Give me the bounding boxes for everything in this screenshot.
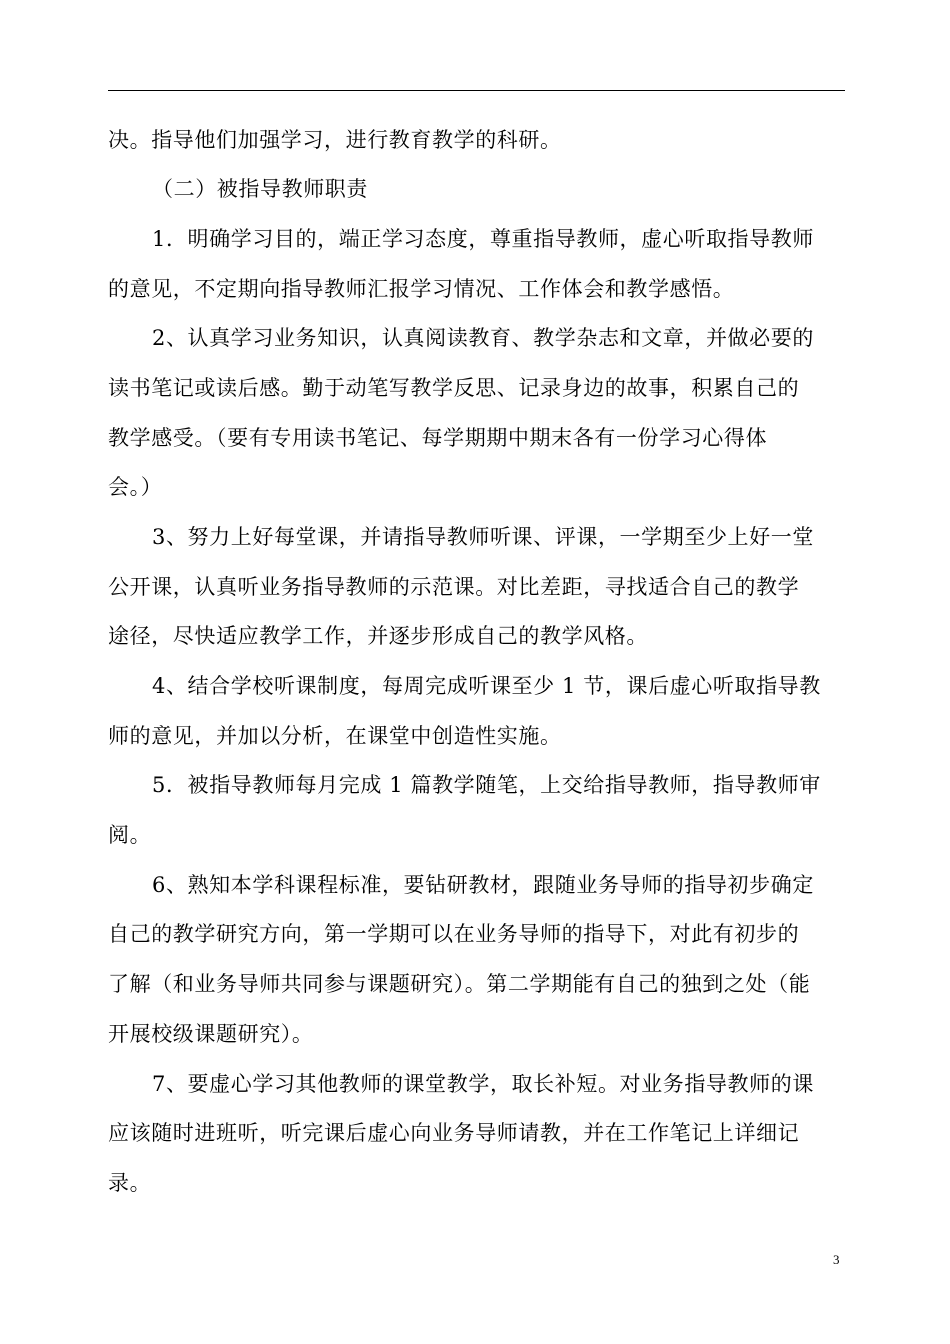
text-line: 了解（和业务导师共同参与课题研究）。第二学期能有自己的独到之处（能 [108, 972, 811, 996]
text-line: 读书笔记或读后感。勤于动笔写教学反思、记录身边的故事，积累自己的 [108, 376, 800, 400]
text-line: 自己的教学研究方向，第一学期可以在业务导师的指导下，对此有初步的 [108, 922, 800, 946]
text-line: 决。指导他们加强学习，进行教育教学的科研。 [108, 128, 562, 152]
text-line: 教学感受。（要有专用读书笔记、每学期期中期末各有一份学习心得体 [108, 426, 768, 450]
section-heading: （二）被指导教师职责 [152, 177, 368, 201]
text-line: 4、结合学校听课制度，每周完成听课至少 1 节，课后虚心听取指导教 [152, 674, 821, 698]
text-line: 1．明确学习目的，端正学习态度，尊重指导教师，虚心听取指导教师 [152, 227, 814, 251]
text-line: 录。 [108, 1171, 152, 1195]
text-line: 2、认真学习业务知识，认真阅读教育、教学杂志和文章，并做必要的 [152, 326, 814, 350]
text-line: 阅。 [108, 823, 152, 847]
text-line: 5．被指导教师每月完成 1 篇教学随笔，上交给指导教师，指导教师审 [152, 773, 821, 797]
page-number: 3 [833, 1252, 840, 1267]
header-rule [108, 90, 845, 91]
text-line: 公开课，认真听业务指导教师的示范课。对比差距，寻找适合自己的教学 [108, 575, 800, 599]
text-line: 6、熟知本学科课程标准，要钻研教材，跟随业务导师的指导初步确定 [152, 873, 814, 897]
text-line: 开展校级课题研究）。 [108, 1022, 314, 1046]
text-line: 3、努力上好每堂课，并请指导教师听课、评课，一学期至少上好一堂 [152, 525, 814, 549]
text-line: 应该随时进班听，听完课后虚心向业务导师请教，并在工作笔记上详细记 [108, 1121, 800, 1145]
text-line: 7、要虚心学习其他教师的课堂教学，取长补短。对业务指导教师的课 [152, 1072, 814, 1096]
text-line: 师的意见，并加以分析，在课堂中创造性实施。 [108, 724, 562, 748]
text-line: 途径，尽快适应教学工作，并逐步形成自己的教学风格。 [108, 624, 648, 648]
text-line: 会。） [108, 475, 163, 499]
text-line: 的意见，不定期向指导教师汇报学习情况、工作体会和教学感悟。 [108, 277, 735, 301]
